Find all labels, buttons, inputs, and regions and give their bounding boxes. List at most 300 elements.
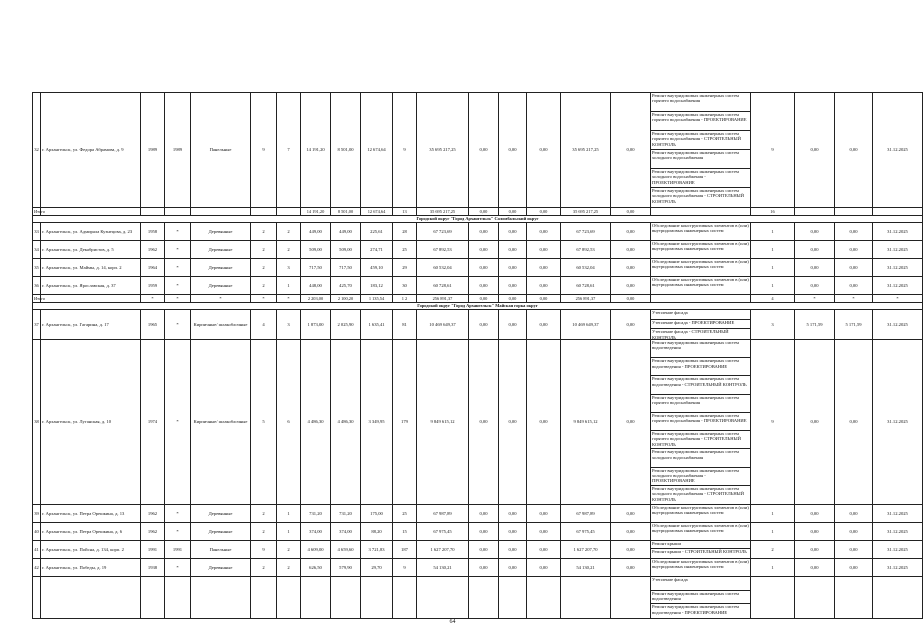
table-cell: Деревянные	[191, 558, 251, 576]
table-cell: 0,00	[795, 558, 835, 576]
table-cell: Итого	[34, 295, 46, 301]
table-cell: 717,50	[331, 259, 361, 277]
work-types-cell	[651, 310, 751, 340]
table-cell: 28	[393, 223, 417, 241]
table-cell: г. Архангельск, ул. Петра Орешкина, д. 13	[41, 504, 141, 522]
table-cell	[33, 576, 41, 618]
table-cell: 67 723,69	[561, 223, 611, 241]
work-item: Ремонт внутридомовых инженерных систем горячего водоснабжения - ПРОЕКТИРОВАНИЕ	[651, 112, 750, 131]
table-cell: 0,00	[795, 540, 835, 558]
table-cell: 9	[393, 93, 417, 208]
table-cell: Кирпичные/ шлакоблочные	[191, 339, 251, 504]
table-cell: 1964	[141, 259, 165, 277]
table-cell	[795, 576, 835, 618]
table-cell: 3	[277, 310, 301, 340]
table-cell: 2	[251, 522, 277, 540]
table-cell: 0,00	[835, 504, 873, 522]
table-cell: 0,00	[527, 522, 561, 540]
table-cell: 4 609,00	[301, 540, 331, 558]
table-cell	[41, 295, 141, 303]
table-cell: 29,70	[361, 558, 393, 576]
table-cell: 0,00	[611, 295, 651, 303]
table-cell	[611, 576, 651, 618]
table-cell: 448,00	[301, 277, 331, 295]
work-types-cell	[651, 241, 751, 259]
table-cell: Деревянные	[191, 504, 251, 522]
table-cell: 0,00	[499, 208, 527, 216]
table-cell: 0,00	[499, 259, 527, 277]
table-cell	[873, 576, 923, 618]
table-cell: 1 627 207,70	[561, 540, 611, 558]
table-cell: 0,00	[795, 522, 835, 540]
table-cell: 1962	[141, 241, 165, 259]
table-cell: 1959	[141, 277, 165, 295]
table-cell: 2	[251, 259, 277, 277]
table-cell: 88,20	[361, 522, 393, 540]
table-cell: *	[835, 295, 873, 303]
work-item: Обследование конструктивных элементов в (или) внутридомовых инженерных систем	[652, 241, 749, 252]
work-item: Ремонт внутридомовых инженерных систем холодного водоснабжения - СТРОИТЕЛЬНЫЙ КОНТРОЛЬ	[652, 188, 745, 204]
table-cell: 0,00	[795, 223, 835, 241]
table-row	[33, 504, 923, 522]
table-cell: 7	[277, 93, 301, 208]
table-cell: 42	[33, 558, 41, 576]
table-cell: 9	[393, 558, 417, 576]
table-cell: 3	[277, 259, 301, 277]
table-cell: 0,00	[527, 310, 561, 340]
table-cell: 0,00	[469, 310, 499, 340]
table-cell	[527, 576, 561, 618]
work-item: Утепление фасада - ПРОЕКТИРОВАНИЕ	[651, 320, 750, 330]
table-cell: 0,00	[527, 277, 561, 295]
table-cell: 1 873,00	[301, 310, 331, 340]
table-cell: 4 659,60	[331, 540, 361, 558]
table-cell: 12 674,64	[361, 93, 393, 208]
table-cell: 41	[33, 540, 41, 558]
work-item: Ремонт внутридомовых инженерных систем холодного водоснабжения - СТРОИТЕЛЬНЫЙ КОНТРОЛЬ	[652, 485, 745, 502]
table-cell: *	[191, 295, 251, 303]
table-cell: 0,00	[835, 522, 873, 540]
table-cell: 1	[751, 241, 795, 259]
table-cell: *	[873, 295, 923, 303]
table-cell: 1965	[141, 310, 165, 340]
work-item: Ремонт внутридомовых инженерных систем холодного водоснабжения	[651, 449, 750, 467]
work-item: Утепление фасада	[651, 310, 750, 320]
table-cell: 731,20	[331, 504, 361, 522]
work-item: Ремонт внутридомовых инженерных систем горячего водоснабжения	[651, 395, 750, 413]
table-cell: 6	[277, 339, 301, 504]
table-cell: 3 349,95	[361, 339, 393, 504]
table-cell: 0,00	[835, 93, 873, 208]
total-row	[33, 208, 923, 216]
table-cell: 2	[277, 558, 301, 576]
table-cell: 9	[751, 93, 795, 208]
table-cell: 0,00	[469, 259, 499, 277]
table-cell: 35	[33, 259, 41, 277]
table-row	[33, 223, 923, 241]
table-cell: 0,00	[611, 241, 651, 259]
table-cell: 1 135,54	[361, 295, 393, 303]
table-cell: 0,00	[469, 93, 499, 208]
table-cell: *	[165, 522, 191, 540]
section-header-row	[33, 216, 923, 223]
table-cell: 1	[751, 522, 795, 540]
table-cell: г. Архангельск, ул. Луганская, д. 10	[41, 339, 141, 504]
table-cell: 0,00	[527, 339, 561, 504]
table-cell: *	[277, 295, 301, 303]
table-cell: Деревянные	[191, 259, 251, 277]
table-cell: *	[165, 241, 191, 259]
table-cell: Панельные	[191, 93, 251, 208]
table-cell: 1938	[141, 558, 165, 576]
table-cell: 459,10	[361, 259, 393, 277]
work-item: Ремонт внутридомовых инженерных систем холодного водоснабжения - ПРОЕКТИРОВАНИЕ	[651, 169, 750, 188]
table-cell: 31.12.2025	[873, 504, 923, 522]
table-cell: 13	[393, 208, 417, 216]
work-item: Ремонт внутридомовых инженерных систем водоотведения - ПРОЕКТИРОВАНИЕ	[652, 604, 739, 615]
table-cell: 1958	[141, 223, 165, 241]
table-cell: 0,00	[795, 93, 835, 208]
table-cell: 25	[393, 241, 417, 259]
table-cell: 35 695 217,25	[561, 208, 611, 216]
table-cell: 509,00	[301, 241, 331, 259]
table-cell: 2	[277, 223, 301, 241]
table-cell: 9	[751, 339, 795, 504]
table-cell: 81	[393, 310, 417, 340]
work-item	[651, 295, 750, 302]
table-cell: 0,00	[469, 540, 499, 558]
table-cell: 0,00	[835, 259, 873, 277]
work-types-cell	[651, 339, 751, 504]
table-cell: 1	[751, 504, 795, 522]
table-cell: г. Архангельск, ул. Победы, д. 19	[41, 558, 141, 576]
table-cell: 30	[393, 277, 417, 295]
table-cell: 1991	[141, 540, 165, 558]
table-cell: 0,00	[499, 295, 527, 303]
table-cell: 0,00	[835, 223, 873, 241]
table-cell: 1962	[141, 504, 165, 522]
table-cell: г. Архангельск, ул. Адмирала Кузнецова, д. 23	[41, 223, 141, 241]
page-number: 64	[449, 619, 456, 625]
work-item: Ремонт внутридомовых инженерных систем водоотведения - СТРОИТЕЛЬНЫЙ КОНТРОЛЬ	[651, 376, 750, 394]
table-cell: г. Архангельск, ул. Федора Абрамова, д. 9	[41, 93, 141, 208]
table-cell: 509,00	[331, 241, 361, 259]
table-cell: 579,90	[331, 558, 361, 576]
table-cell: 39	[33, 504, 41, 522]
table-cell: 1	[751, 259, 795, 277]
table-cell: 35 695 217,25	[417, 208, 469, 216]
table-row	[33, 241, 923, 259]
total-row	[33, 295, 923, 303]
table-cell: 0,00	[469, 208, 499, 216]
table-cell	[561, 576, 611, 618]
table-cell: *	[251, 295, 277, 303]
table-cell: 0,00	[611, 277, 651, 295]
table-cell: 31.12.2025	[873, 259, 923, 277]
table-cell: 0,00	[527, 259, 561, 277]
table-cell: 8 501,00	[331, 208, 361, 216]
table-cell: 0,00	[835, 241, 873, 259]
table-row	[33, 277, 923, 295]
table-cell: 2	[251, 558, 277, 576]
section-title: Городской округ "Город Архангельск" Майская горка округ	[33, 303, 923, 310]
table-cell: 5 171,59	[835, 310, 873, 340]
table-cell: 0,00	[527, 504, 561, 522]
table-cell: 2	[251, 223, 277, 241]
table-cell: 67 975,45	[561, 522, 611, 540]
work-item: Обследование конструктивных элементов в (или) внутридомовых инженерных систем	[652, 277, 749, 288]
table-cell: 0,00	[611, 522, 651, 540]
table-cell: 60 532,04	[417, 259, 469, 277]
table-cell: 0,00	[469, 504, 499, 522]
table-cell: 175,00	[361, 504, 393, 522]
table-cell: Деревянные	[191, 277, 251, 295]
table-cell: 14 191,20	[301, 208, 331, 216]
table-cell: 0,00	[499, 241, 527, 259]
table-cell: *	[165, 223, 191, 241]
work-item: Ремонт внутридомовых инженерных систем водоотведения	[651, 591, 750, 605]
section-title: Городской округ "Город Архангельск" Соломбальский округ	[33, 216, 923, 223]
table-cell	[301, 576, 331, 618]
table-cell: 0,00	[611, 208, 651, 216]
table-cell: 256 891,37	[417, 295, 469, 303]
table-cell: 1989	[141, 93, 165, 208]
table-cell: 9 849 615,12	[561, 339, 611, 504]
table-cell: Кирпичные/ шлакоблочные	[191, 310, 251, 340]
table-cell: 1	[751, 558, 795, 576]
table-cell: г. Архангельск, ул. Пойсна, д. 134, корп. 2	[41, 540, 141, 558]
work-types-cell	[651, 277, 751, 295]
table-cell: *	[795, 295, 835, 303]
table-cell: 2	[251, 504, 277, 522]
table-cell: 60 728,61	[417, 277, 469, 295]
table-cell	[393, 576, 417, 618]
table-row	[33, 259, 923, 277]
table-cell: 31.12.2025	[873, 310, 923, 340]
table-cell: *	[165, 339, 191, 504]
capital-repair-table	[32, 92, 923, 619]
table-cell: 2	[251, 241, 277, 259]
work-types-cell	[651, 576, 751, 618]
table-cell: 626,50	[301, 558, 331, 576]
table-cell: 54 130,21	[417, 558, 469, 576]
table-cell: 0,00	[611, 339, 651, 504]
work-item: Утепление фасада - СТРОИТЕЛЬНЫЙ КОНТРОЛЬ	[652, 329, 729, 340]
table-cell: 0,00	[499, 540, 527, 558]
table-cell: 67 987,89	[561, 504, 611, 522]
table-cell: 0,00	[527, 223, 561, 241]
table-cell: 0,00	[835, 540, 873, 558]
table-body	[33, 93, 923, 619]
table-cell: 31.12.2025	[873, 223, 923, 241]
table-cell: 31.12.2025	[873, 522, 923, 540]
table-cell: 0,00	[795, 259, 835, 277]
table-cell: 0,00	[469, 277, 499, 295]
table-cell: 731,20	[301, 504, 331, 522]
table-cell	[751, 576, 795, 618]
table-cell: 449,00	[331, 223, 361, 241]
table-cell: 5 171,59	[795, 310, 835, 340]
work-item: Ремонт внутридомовых инженерных систем холодного водоснабжения	[651, 150, 750, 169]
table-row	[33, 576, 923, 618]
table-cell: 60 728,61	[561, 277, 611, 295]
table-cell: 4	[751, 295, 795, 303]
table-cell	[165, 576, 191, 618]
section-header-row	[33, 303, 923, 310]
table-cell	[191, 208, 251, 216]
table-cell: 1989	[165, 93, 191, 208]
table-cell: 0,00	[795, 339, 835, 504]
table-cell: 1974	[141, 339, 165, 504]
table-cell: 0,00	[611, 504, 651, 522]
table-cell: 9	[251, 93, 277, 208]
table-cell: 0,00	[499, 339, 527, 504]
work-item: Ремонт внутридомовых инженерных систем холодного водоснабжения - ПРОЕКТИРОВАНИЕ	[651, 468, 750, 486]
table-cell: *	[165, 277, 191, 295]
work-item: Обследование конструктивных элементов в (или) внутридомовых инженерных систем	[652, 223, 749, 234]
table-cell: 5	[251, 339, 277, 504]
work-item: Обследование конструктивных элементов в (или) внутридомовых инженерных систем	[652, 504, 749, 516]
table-cell: 2	[277, 540, 301, 558]
table-cell: 15	[393, 522, 417, 540]
work-types-cell	[651, 93, 751, 208]
table-cell: 0,00	[611, 93, 651, 208]
work-item: Ремонт крыши	[651, 541, 750, 550]
table-cell: 1	[277, 522, 301, 540]
table-cell: 4 486,30	[331, 339, 361, 504]
table-cell	[191, 576, 251, 618]
table-cell: 31.12.2025	[873, 93, 923, 208]
table-cell: 2	[277, 241, 301, 259]
table-cell: 0,00	[611, 558, 651, 576]
table-cell: 0,00	[469, 241, 499, 259]
work-types-cell	[651, 504, 751, 522]
table-cell: 0,00	[795, 504, 835, 522]
work-item: Ремонт внутридомовых инженерных систем горячего водоснабжения - СТРОИТЕЛЬНЫЙ КОНТРОЛЬ	[651, 131, 750, 150]
table-row	[33, 339, 923, 504]
work-types-cell	[651, 223, 751, 241]
table-cell	[251, 576, 277, 618]
table-cell: 32	[33, 93, 41, 208]
table-cell: 1962	[141, 522, 165, 540]
work-item: Обследование конструктивных элементов в (или) внутридомовых инженерных систем	[652, 522, 749, 534]
table-cell: 9 849 615,12	[417, 339, 469, 504]
work-item: Обследование конструктивных элементов в (или) внутридомовых инженерных систем	[652, 558, 749, 570]
table-cell: 4 486,30	[301, 339, 331, 504]
table-cell: 1	[277, 277, 301, 295]
table-cell: 0,00	[795, 277, 835, 295]
table-cell	[141, 208, 165, 216]
table-cell: 374,00	[301, 522, 331, 540]
table-cell: г. Архангельск, ул. Петра Орешкина, д. 6	[41, 522, 141, 540]
table-cell: *	[165, 259, 191, 277]
table-cell: 0,00	[469, 295, 499, 303]
table-cell: 1	[751, 223, 795, 241]
table-cell: 0,00	[469, 558, 499, 576]
table-row	[33, 310, 923, 340]
table-cell: *	[165, 310, 191, 340]
work-types-cell	[651, 540, 751, 558]
table-cell	[41, 576, 141, 618]
table-cell: *	[165, 504, 191, 522]
table-cell: 0,00	[835, 558, 873, 576]
table-cell: 16	[751, 208, 795, 216]
table-cell	[873, 208, 923, 216]
table-cell: г. Архангельск, ул. Маймы, д. 14, корп. 2	[41, 259, 141, 277]
table-cell: *	[165, 295, 191, 303]
table-cell: *	[141, 295, 165, 303]
table-cell: 10 469 649,37	[561, 310, 611, 340]
table-cell	[835, 576, 873, 618]
table-cell: 717,50	[301, 259, 331, 277]
table-cell: 1	[277, 504, 301, 522]
table-cell: 67 892,53	[561, 241, 611, 259]
table-cell: 0,00	[469, 339, 499, 504]
table-cell	[499, 576, 527, 618]
work-types-cell	[651, 259, 751, 277]
table-cell: 0,00	[499, 93, 527, 208]
table-cell: 10 469 649,37	[417, 310, 469, 340]
table-cell: 9	[251, 540, 277, 558]
table-cell: 8 501,00	[331, 93, 361, 208]
table-cell: 0,00	[835, 339, 873, 504]
table-cell: 12 674,64	[361, 208, 393, 216]
work-item	[651, 208, 750, 215]
work-types-cell	[651, 522, 751, 540]
table-cell: 54 130,21	[561, 558, 611, 576]
table-cell: 1 2	[393, 295, 417, 303]
work-item: Утепление фасада	[651, 577, 750, 591]
table-cell	[251, 208, 277, 216]
table-cell: Деревянные	[191, 223, 251, 241]
table-cell: Итого	[34, 208, 46, 214]
table-cell: 67 723,69	[417, 223, 469, 241]
work-item: Ремонт внутридомовых инженерных систем горячего водоснабжения - ПРОЕКТИРОВАНИЕ	[651, 413, 750, 431]
table-cell: 67 975,45	[417, 522, 469, 540]
table-cell: 1 627 207,70	[417, 540, 469, 558]
work-types-cell	[651, 208, 751, 216]
table-cell: 0,00	[469, 223, 499, 241]
table-cell: 38	[33, 339, 41, 504]
table-cell: 3	[751, 310, 795, 340]
table-cell: 60 532,04	[561, 259, 611, 277]
table-row	[33, 522, 923, 540]
table-cell: 0,00	[527, 558, 561, 576]
table-cell: г. Архангельск, ул. Ярославская, д. 37	[41, 277, 141, 295]
table-cell: 1991	[165, 540, 191, 558]
table-cell: 1 635,41	[361, 310, 393, 340]
table-cell: 31.12.2025	[873, 241, 923, 259]
table-row	[33, 558, 923, 576]
table-cell: 256 891,37	[561, 295, 611, 303]
work-item: Ремонт крыши - СТРОИТЕЛЬНЫЙ КОНТРОЛЬ	[652, 549, 747, 555]
table-cell: 25	[393, 504, 417, 522]
table-cell	[469, 576, 499, 618]
table-cell: 33	[33, 223, 41, 241]
work-item: Ремонт внутридомовых инженерных систем водоотведения	[651, 340, 750, 358]
table-cell: г. Архангельск, ул. Гагарина, д. 17	[41, 310, 141, 340]
table-cell: 36	[33, 277, 41, 295]
table-cell: 1	[751, 277, 795, 295]
table-cell: 0,00	[611, 223, 651, 241]
table-cell: 37	[33, 310, 41, 340]
table-cell: 0,00	[499, 310, 527, 340]
table-cell	[417, 576, 469, 618]
table-cell: 35 695 217,25	[417, 93, 469, 208]
table-cell: 0,00	[499, 504, 527, 522]
table-cell: 0,00	[499, 522, 527, 540]
table-cell: 274,71	[361, 241, 393, 259]
